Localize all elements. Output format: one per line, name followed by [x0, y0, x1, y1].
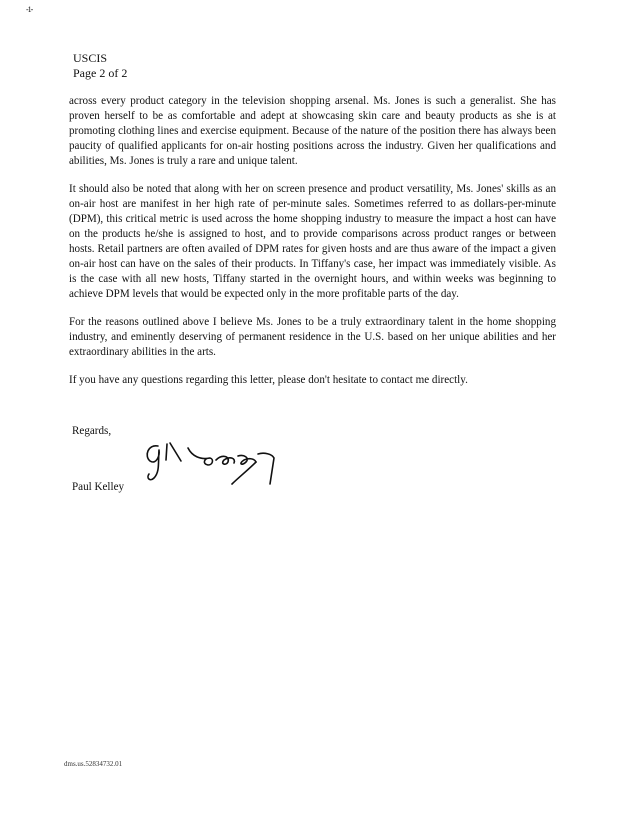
page-number: Page 2 of 2: [73, 66, 128, 80]
page-corner-mark: -1-: [26, 5, 33, 14]
body-paragraph-2: It should also be noted that along with her on screen presence and product versatility, Ms. Jones' skills as an on-air host are manifest in her high rate of per-minute sales. Sometimes referred to as dollars-per-minute (DPM), this critical metric is used across the home shopping industry to measure the impact a host can have on the products he/she is assigned to host, and to provide comparisons across product ranges or between hosts. Retail partners are often availed of DPM rates for given hosts and are thus aware of the impact a given on-air host can have on the sales of their products. In Tiffany's case, her impact was immediately visible. As is the case with all new hosts, Tiffany started in the overnight hours, and within weeks was beginning to achieve DPM levels that would be expected only in the more profitable parts of the day.: [69, 183, 556, 300]
body-paragraph-1: across every product category in the television shopping arsenal. Ms. Jones is such a generalist. She has proven herself to be as comfortable and adept at showcasing skin care and beauty products as she is at promoting clothing lines and exercise equipment. Because of the nature of the position there has always been paucity of qualified applicants for on-air hosting positions across the industry. Given her qualifications and abilities, Ms. Jones is truly a rare and unique talent.: [69, 95, 556, 167]
signer-name: Paul Kelley: [72, 481, 125, 493]
recipient-label: USCIS: [73, 51, 108, 65]
body-paragraph-4: If you have any questions regarding this letter, please don't hesitate to contact me directly.: [69, 374, 468, 386]
closing-salutation: Regards,: [72, 425, 112, 437]
handwritten-signature: [140, 434, 285, 492]
letter-body: [69, 94, 556, 401]
letter-header: [73, 51, 127, 81]
document-id: dms.us.52834732.01: [64, 760, 123, 768]
body-paragraph-3: For the reasons outlined above I believe Ms. Jones to be a truly extraordinary talent in the home shopping industry, and eminently deserving of permanent residence in the U.S. based on her unique abilities and her extraordinary abilities in the arts.: [69, 316, 556, 358]
